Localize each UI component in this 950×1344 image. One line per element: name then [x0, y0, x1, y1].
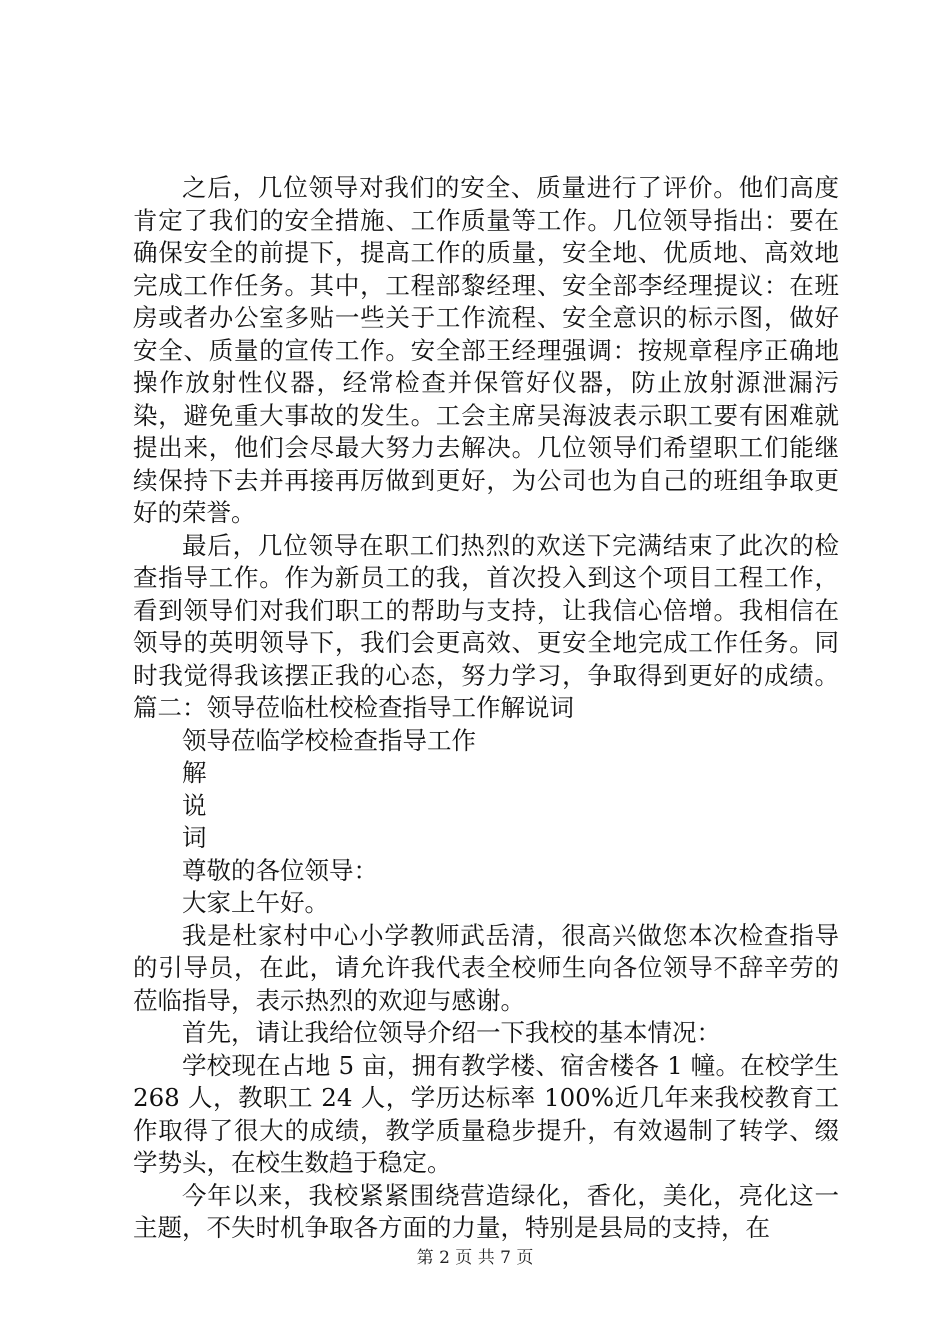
paragraph-2: 最后，几位领导在职工们热烈的欢送下完满结束了此次的检查指导工作。作为新员工的我，首次投入到这个项目工程工作，看到领导们对我们职工的帮助与支持，让我信心倍增。我相信在领导的英明领导下，我们会更高效、更安全地完成工作任务。同时我觉得我该摆正我的心态，努力学习，争取得到更好的成绩。篇二：领导莅临杜校检查指导工作解说词 [133, 530, 839, 722]
title-char: 词 [182, 823, 207, 852]
paragraph-6: 今年以来，我校紧紧围绕营造绿化，香化，美化，亮化这一主题，不失时机争取各方面的力量，特别是县局的支持，在 [133, 1180, 839, 1242]
document-body [133, 172, 839, 1245]
page-number-footer: 第 2 页 共 7 页 [416, 1248, 534, 1268]
title-char: 解 [182, 758, 207, 787]
title-char: 说 [182, 790, 207, 820]
title-line: 领导莅临学校检查指导工作 [182, 725, 476, 755]
paragraph-5: 学校现在占地 5 亩，拥有教学楼、宿舍楼各 1 幢。在校学生 268 人，教职工 24 人，学历达标率 100%近几年来我校教育工作取得了很大的成绩，教学质量稳步提升，有效遏制了转学、缀学势头，在校生数趋于稳定。 [133, 1050, 839, 1177]
greeting: 大家上午好。 [182, 888, 329, 917]
salutation: 尊敬的各位领导： [182, 855, 378, 885]
paragraph-4: 首先，请让我给位领导介绍一下我校的基本情况： [182, 1018, 721, 1047]
paragraph-3: 我是杜家村中心小学教师武岳清，很高兴做您本次检查指导的引导员，在此，请允许我代表全校师生向各位领导不辞辛劳的莅临指导，表示热烈的欢迎与感谢。 [133, 920, 839, 1015]
paragraph-1: 之后，几位领导对我们的安全、质量进行了评价。他们高度肯定了我们的安全措施、工作质量等工作。几位领导指出：要在确保安全的前提下，提高工作的质量，安全地、优质地、高效地完成工作任务。其中，工程部黎经理、安全部李经理提议：在班房或者办公室多贴一些关于工作流程、安全意识的标示图，做好安全、质量的宣传工作。安全部王经理强调：按规章程序正确地操作放射性仪器，经常检查并保管好仪器，防止放射源泄漏污染，避免重大事故的发生。工会主席吴海波表示职工要有困难就提出来，他们会尽最大努力去解决。几位领导们希望职工们能继续保持下去并再接再厉做到更好，为公司也为自己的班组争取更好的荣誉。 [133, 173, 839, 527]
